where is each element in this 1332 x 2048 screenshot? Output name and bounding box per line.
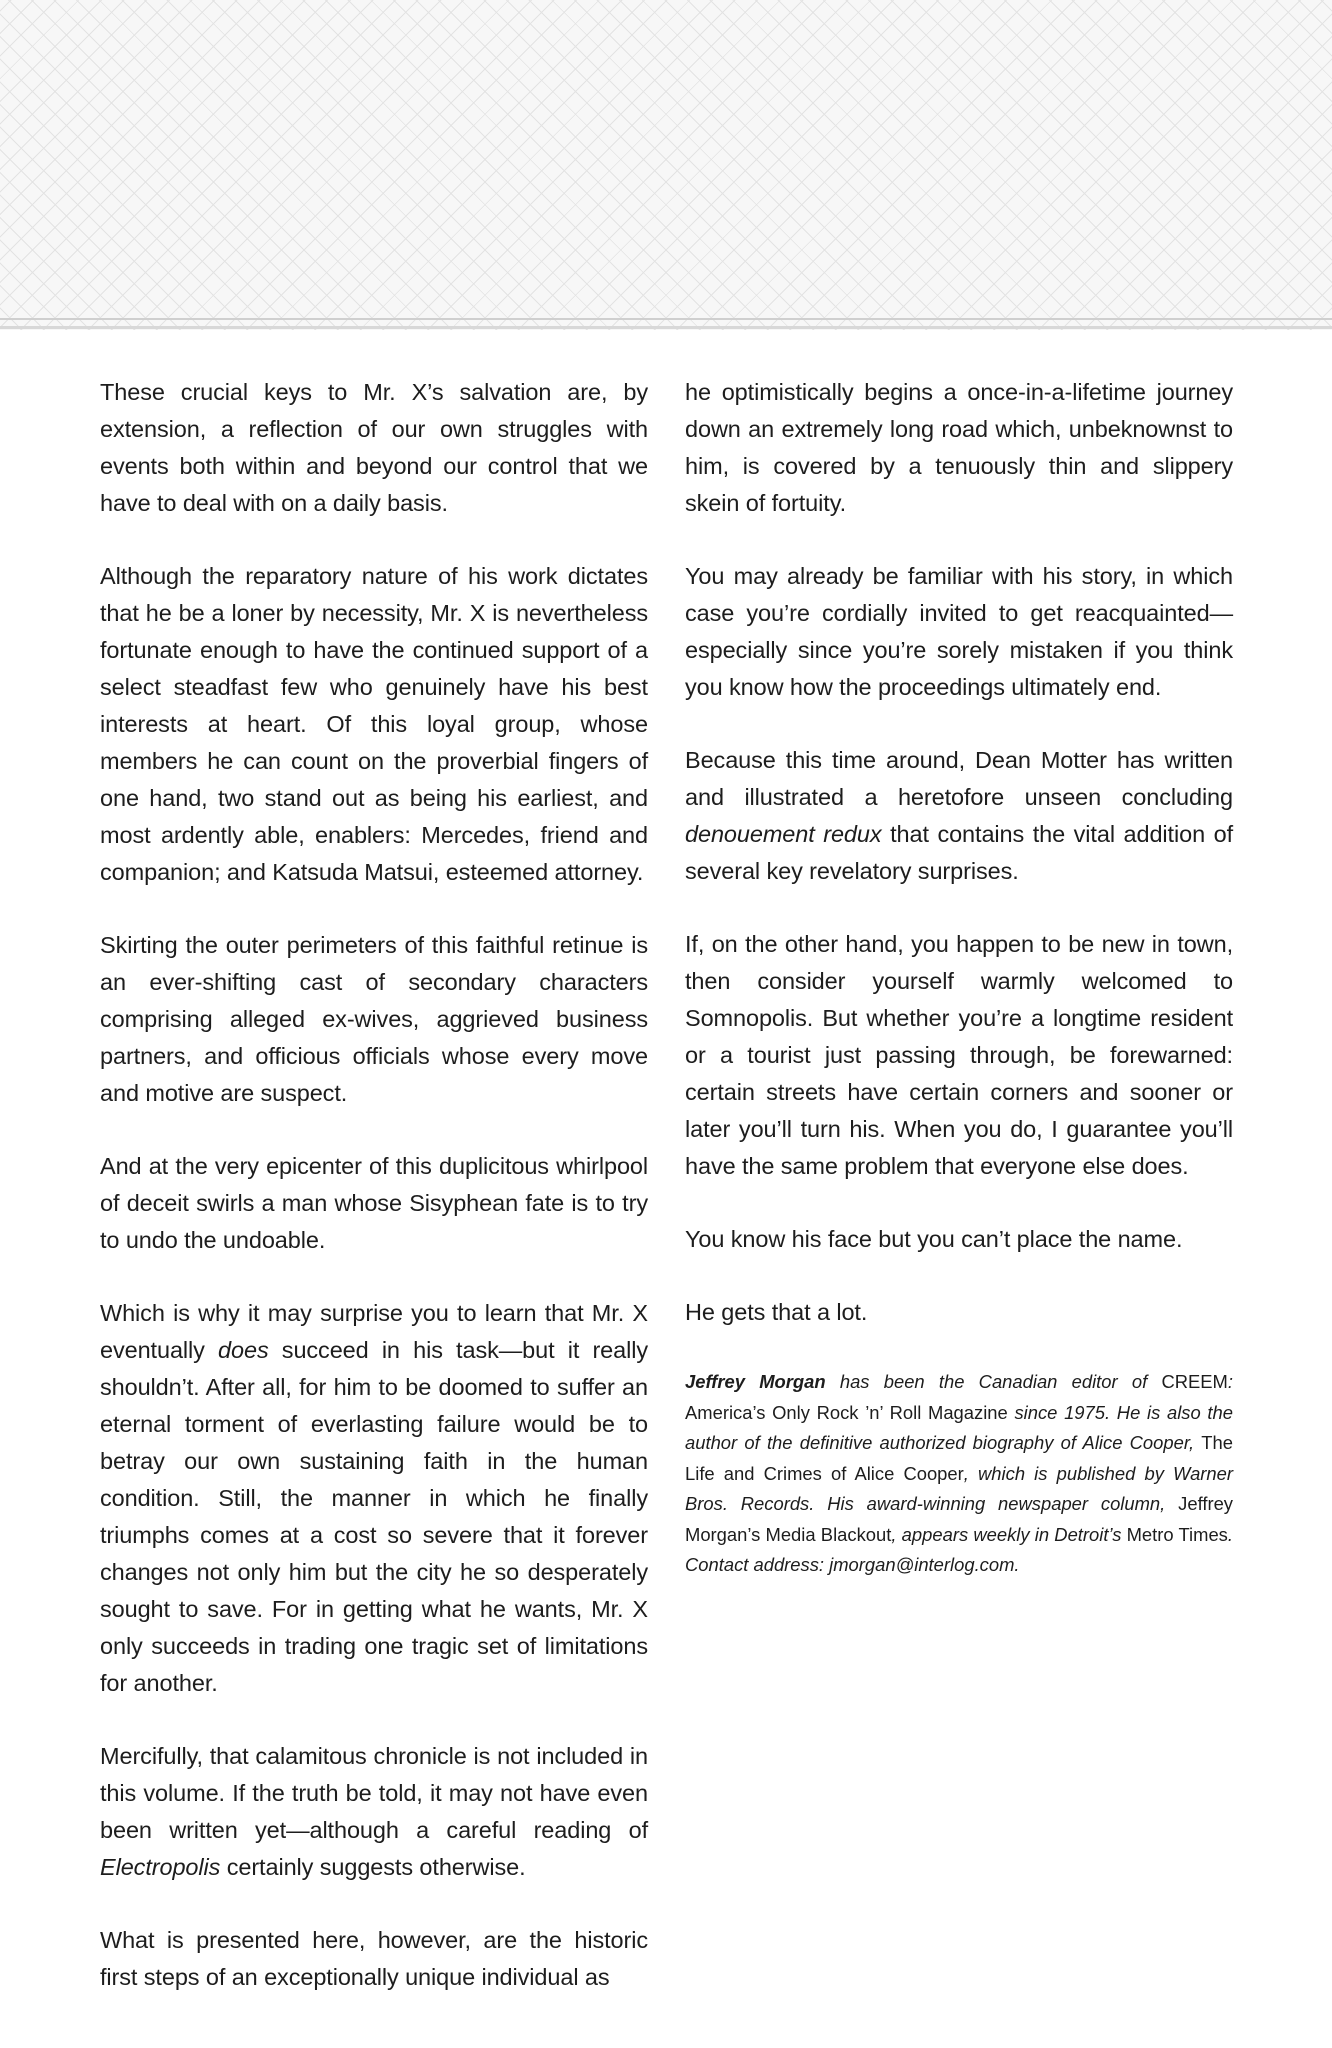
header-divider-line — [0, 318, 1332, 320]
book-title: The Life and Crimes of Alice Cooper — [685, 1432, 1233, 1484]
paragraph: These crucial keys to Mr. X’s salvation are, by extension, a reflection of our own struggles with events both within and beyond our control that we have to deal with on a daily basis. — [100, 379, 648, 516]
paragraph: He gets that a lot. — [685, 1299, 868, 1325]
paragraph — [100, 1295, 648, 1702]
text-run: certainly suggests otherwise. — [220, 1854, 526, 1880]
paragraph: What is presented here, however, are the historic first steps of an exceptionally unique individual as — [100, 1927, 648, 1990]
text-run: Mercifully, that calamitous chronicle is not included in this volume. If the truth be told, it may not have even been written yet—although a careful reading of — [100, 1743, 648, 1843]
paragraph — [100, 1738, 648, 1886]
text-run: Which is why it may surprise you to learn that Mr. X eventually — [100, 1300, 648, 1363]
left-text-column — [100, 374, 648, 2032]
magazine-tagline: America’s Only Rock ’n’ Roll Magazine — [685, 1401, 1008, 1423]
paragraph: If, on the other hand, you happen to be new in town, then consider yourself warmly welcomed to Somnopolis. But whether you’re a longtime resident or a tourist just passing through, be forewarned: certain streets have certain corners and sooner or later you’ll turn his. When you do, I guarantee you’ll have the same problem that everyone else does. — [685, 931, 1233, 1179]
decorative-crosshatch-header — [0, 0, 1332, 330]
author-name: Jeffrey Morgan — [685, 1371, 826, 1392]
column-title: Jeffrey Morgan’s Media Blackout — [685, 1493, 1233, 1545]
paragraph: he optimistically begins a once-in-a-lifetime journey down an extremely long road which, unbeknownst to him, is covered by a tenuously thin and slippery skein of fortuity. — [685, 379, 1233, 516]
bio-text: since 1975. He is also the author of the definitive authorized biography of Alice Cooper, — [685, 1401, 1233, 1453]
magazine-name: CREEM — [1161, 1371, 1228, 1392]
paragraph: Skirting the outer perimeters of this faithful retinue is an ever-shifting cast of secondary characters comprising alleged ex-wives, aggrieved business partners, and officious officials whose every move and motive are suspect. — [100, 932, 648, 1106]
text-run: that contains the vital addition of several key revelatory surprises. — [685, 821, 1233, 884]
text-run: Because this time around, Dean Motter has written and illustrated a heretofore unseen concluding — [685, 747, 1233, 810]
emphasis-text: denouement redux — [685, 821, 882, 847]
book-title-emphasis: Electropolis — [100, 1854, 221, 1880]
author-bio — [685, 1367, 1233, 1581]
header-divider-line — [0, 326, 1332, 329]
emphasis-text: does — [218, 1337, 269, 1363]
paragraph: And at the very epicenter of this duplicitous whirlpool of deceit swirls a man whose Sisyphean fate is to try to undo the undoable. — [100, 1153, 648, 1253]
text-run: succeed in his task—but it really shouldn’t. After all, for him to be doomed to suffer an eternal torment of everlasting failure would be to betray our own sustaining faith in the human condition. Still, the manner in which he finally triumphs comes at a cost so severe that it forever changes not only him but the city he so desperately sought to save. For in getting what he wants, Mr. X only succeeds in trading one tragic set of limitations for another. — [100, 1337, 649, 1696]
paragraph: You know his face but you can’t place the name. — [685, 1226, 1183, 1252]
paragraph: You may already be familiar with his story, in which case you’re cordially invited to get reacquainted—especially since you’re sorely mistaken if you think you know how the proceedings ultimately end. — [685, 563, 1233, 700]
bio-text: , which is published by Warner Bros. Records. His award-winning newspaper column, — [685, 1462, 1234, 1514]
newspaper-name: Metro Times — [1126, 1523, 1228, 1545]
paragraph: Although the reparatory nature of his work dictates that he be a loner by necessity, Mr. X is nevertheless fortunate enough to have the continued support of a select steadfast few who genuinely have his best interests at heart. Of this loyal group, whose members he can count on the proverbial fingers of one hand, two stand out as being his earliest, and most ardently able, enablers: Mercedes, friend and companion; and Katsuda Matsui, esteemed attorney. — [100, 563, 648, 885]
right-text-column — [685, 374, 1233, 1581]
paragraph — [685, 742, 1233, 890]
bio-text: . Contact address: jmorgan@interlog.com. — [685, 1523, 1233, 1575]
bio-text: , appears weekly in Detroit’s — [891, 1523, 1127, 1545]
bio-text: has been the Canadian editor of — [825, 1371, 1162, 1392]
bio-text: : — [1227, 1371, 1233, 1392]
